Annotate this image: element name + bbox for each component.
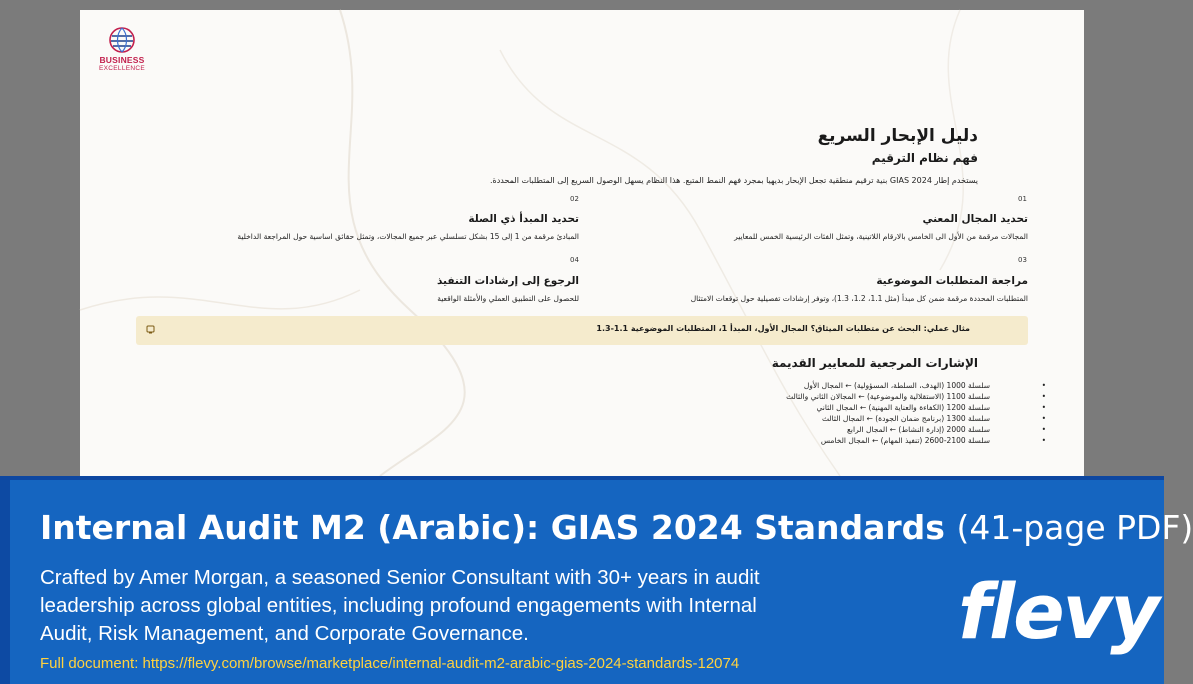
section-marker: 03 xyxy=(1018,256,1027,264)
section-marker: 01 xyxy=(1018,195,1027,203)
list-item: • سلسلة 2100-2600 (تنفيذ المهام) ← المجال الخامس xyxy=(666,435,1046,446)
flevy-logo: flevy xyxy=(958,567,1158,656)
document-page xyxy=(80,10,1084,476)
section-heading: مراجعة المتطلبات الموضوعية xyxy=(876,275,1028,287)
banner-stripe xyxy=(0,480,10,684)
banner-title-main: Internal Audit M2 (Arabic): GIAS 2024 Standards xyxy=(40,508,945,547)
refs-heading: الإشارات المرجعية للمعايير القديمة xyxy=(771,356,978,370)
list-item: • سلسلة 2000 (إدارة النشاط) ← المجال الرابع xyxy=(666,424,1046,435)
lightbulb-icon xyxy=(146,325,155,334)
logo-line-1: BUSINESS xyxy=(99,55,145,65)
section-heading: الرجوع إلى إرشادات التنفيذ xyxy=(436,275,579,287)
refs-list xyxy=(666,380,1046,446)
banner-title xyxy=(40,508,1193,547)
banner-title-pages: (41-page PDF) xyxy=(956,508,1193,547)
section-marker: 04 xyxy=(570,256,579,264)
section-text: المجالات مرقمة من الأول الى الخامس بالارقام اللاتينية، وتمثل الفئات الرئيسية الخمس للمعايير xyxy=(734,232,1028,241)
logo-line-2: EXCELLENCE xyxy=(99,65,145,72)
callout-text: مثال عملي: البحث عن متطلبات الميثاق؟ المجال الأول، المبدأ 1، المتطلبات الموضوعية 1.1-1.3 xyxy=(596,324,970,333)
section-text: المبادئ مرقمة من 1 إلى 15 بشكل تسلسلي عبر جميع المجالات، وتمثل حقائق اساسية حول المراجعة الداخلية xyxy=(237,232,579,241)
promo-banner xyxy=(0,476,1193,684)
banner-description: Crafted by Amer Morgan, a seasoned Senior Consultant with 30+ years in audit leadership across global entities, including profound engagements with Internal Audit, Risk Management, and Corporate Governance. xyxy=(40,566,760,645)
doc-title: دليل الإبحار السريع xyxy=(817,126,978,146)
section-heading: تحديد المجال المعني xyxy=(922,213,1028,225)
list-item: • سلسلة 1000 (الهدف، السلطة، المسؤولية) ← المجال الأول xyxy=(666,380,1046,391)
business-excellence-logo xyxy=(94,26,150,72)
list-item: • سلسلة 1200 (الكفاءة والعناية المهنية) ← المجال الثاني xyxy=(666,402,1046,413)
document-link[interactable]: Full document: https://flevy.com/browse/marketplace/internal-audit-m2-arabic-gias-2024-standards-12074 xyxy=(40,655,740,672)
section-text: المتطلبات المحددة مرقمة ضمن كل مبدأ (مثل 1.1، 1.2، 1.3)، وتوفر إرشادات تفصيلية حول توقعات الامتثال xyxy=(690,294,1028,303)
section-text: للحصول على التطبيق العملي والأمثلة الواقعية xyxy=(437,294,579,303)
section-heading: تحديد المبدأ ذي الصلة xyxy=(468,213,579,225)
section-marker: 02 xyxy=(570,195,579,203)
doc-subtitle: فهم نظام الترقيم xyxy=(871,151,978,165)
globe-icon xyxy=(107,26,137,54)
list-item: • سلسلة 1100 (الاستقلالية والموضوعية) ← المجالان الثاني والثالث xyxy=(666,391,1046,402)
doc-intro: يستخدم إطار GIAS 2024 بنية ترقيم منطقية تجعل الإبحار بديهيا بمجرد فهم النمط المتبع. هذا النظام يسهل الوصول السريع إلى المتطلبات المحددة. xyxy=(489,176,978,185)
example-callout xyxy=(136,316,1028,345)
list-item: • سلسلة 1300 (برنامج ضمان الجودة) ← المجال الثالث xyxy=(666,413,1046,424)
